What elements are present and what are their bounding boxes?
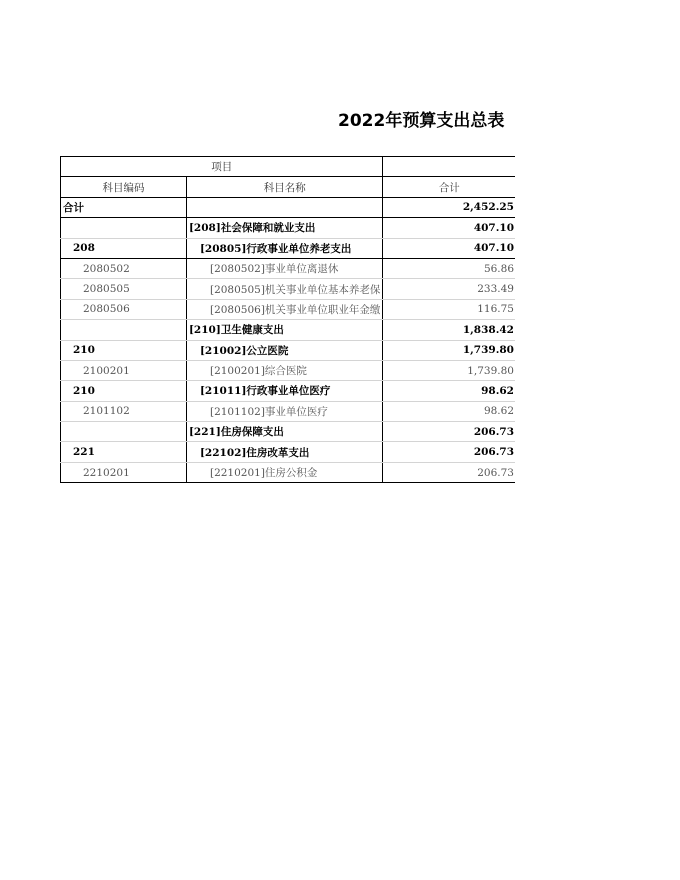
cell-code: 210 <box>61 340 187 360</box>
cell-name: [2080505]机关事业单位基本养老保 <box>186 279 383 299</box>
page-title: 2022年预算支出总表 <box>338 111 505 131</box>
header-empty-cell <box>383 157 515 177</box>
table-row <box>61 279 516 299</box>
cell-code: 2101102 <box>61 401 187 421</box>
cell-name: [21002]公立医院 <box>186 340 383 360</box>
cell-total: 1,739.80 <box>383 340 515 360</box>
cell-total: 98.62 <box>383 381 515 401</box>
cell-code: 2210201 <box>61 462 187 482</box>
header-name: 科目名称 <box>186 177 383 197</box>
table-row <box>61 320 516 340</box>
budget-table <box>60 156 515 483</box>
cell-total: 407.10 <box>383 218 515 238</box>
table-row <box>61 299 516 319</box>
cell-name: [210]卫生健康支出 <box>186 320 383 340</box>
table-row <box>61 462 516 482</box>
cell-name: [2210201]住房公积金 <box>186 462 383 482</box>
cell-code: 2080505 <box>61 279 187 299</box>
cell-code: 2080502 <box>61 258 187 278</box>
cell-total: 233.49 <box>383 279 515 299</box>
cell-name: [208]社会保障和就业支出 <box>186 218 383 238</box>
header-group-cell: 项目 <box>61 157 383 177</box>
cell-name: [2080502]事业单位离退休 <box>186 258 383 278</box>
cell-code: 221 <box>61 442 187 462</box>
cell-total: 407.10 <box>383 238 515 258</box>
cell-total: 206.73 <box>383 462 515 482</box>
table-body <box>61 197 516 482</box>
table-row <box>61 401 516 421</box>
table-row <box>61 381 516 401</box>
cell-total: 116.75 <box>383 299 515 319</box>
cell-name: [2101102]事业单位医疗 <box>186 401 383 421</box>
cell-total: 98.62 <box>383 401 515 421</box>
cell-total: 1,838.42 <box>383 320 515 340</box>
header-total: 合计 <box>383 177 515 197</box>
cell-code: 2100201 <box>61 360 187 380</box>
cell-name: [21011]行政事业单位医疗 <box>186 381 383 401</box>
table-row <box>61 442 516 462</box>
cell-name <box>186 197 383 217</box>
cell-name: [22102]住房改革支出 <box>186 442 383 462</box>
table-row <box>61 218 516 238</box>
table-row <box>61 340 516 360</box>
table-row <box>61 258 516 278</box>
cell-total: 1,739.80 <box>383 360 515 380</box>
cell-name: [221]住房保障支出 <box>186 422 383 442</box>
cell-total: 206.73 <box>383 422 515 442</box>
table-row <box>61 422 516 442</box>
cell-total: 2,452.25 <box>383 197 515 217</box>
table-row <box>61 360 516 380</box>
cell-code: 208 <box>61 238 187 258</box>
header-group-row <box>61 157 516 177</box>
cell-code: 210 <box>61 381 187 401</box>
header-code: 科目编码 <box>61 177 187 197</box>
table-row <box>61 197 516 217</box>
cell-name: [20805]行政事业单位养老支出 <box>186 238 383 258</box>
cell-code: 2080506 <box>61 299 187 319</box>
header-row <box>61 177 516 197</box>
cell-code: 合计 <box>61 197 187 217</box>
cell-name: [2080506]机关事业单位职业年金缴 <box>186 299 383 319</box>
cell-name: [2100201]综合医院 <box>186 360 383 380</box>
cell-total: 56.86 <box>383 258 515 278</box>
cell-code <box>61 320 187 340</box>
cell-total: 206.73 <box>383 442 515 462</box>
table-row <box>61 238 516 258</box>
cell-code <box>61 218 187 238</box>
cell-code <box>61 422 187 442</box>
